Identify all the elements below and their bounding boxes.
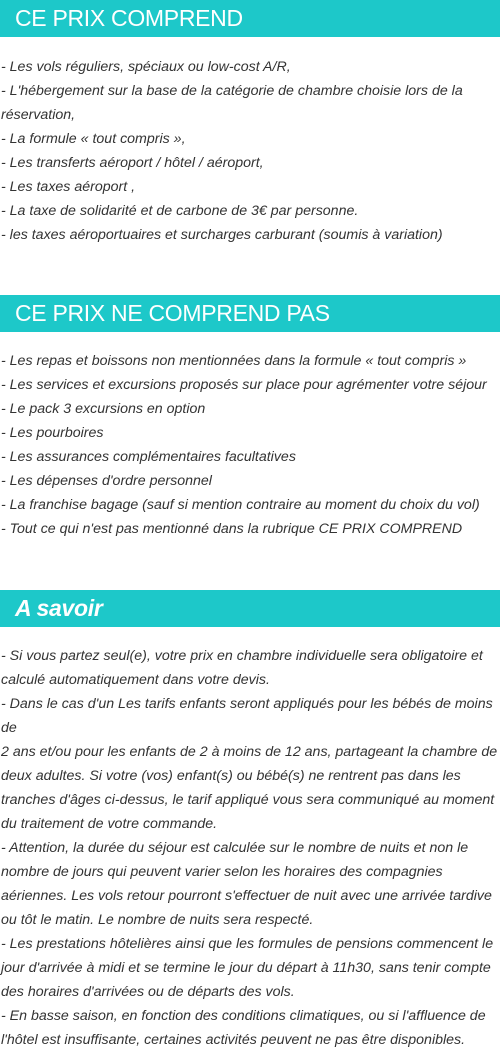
list-item: - Les taxes aéroport , — [1, 179, 136, 195]
list-item: - La formule « tout compris », — [1, 131, 186, 147]
list-item: - Les vols réguliers, spéciaux ou low-cost A/R, — [1, 59, 291, 75]
info-text — [0, 644, 500, 1052]
section-included — [0, 0, 500, 247]
info-line: deux adultes. Si votre (vos) enfant(s) ou bébé(s) ne rentrent pas dans les — [1, 768, 461, 784]
list-item: - Les services et excursions proposés sur place pour agrémenter votre séjour — [1, 377, 487, 393]
info-line: - En basse saison, en fonction des conditions climatiques, ou si l'affluence de — [1, 1008, 486, 1024]
section-title-excluded: CE PRIX NE COMPREND PAS — [0, 295, 500, 332]
list-item: - Les transferts aéroport / hôtel / aéroport, — [1, 155, 264, 171]
info-line: tranches d'âges ci-dessus, le tarif appliqué vous sera communiqué au moment — [1, 792, 495, 808]
list-item: - La taxe de solidarité et de carbone de 3€ par personne. — [1, 203, 359, 219]
info-line: - Dans le cas d'un Les tarifs enfants seront appliqués pour les bébés de moins de — [1, 696, 493, 736]
list-item: - Les pourboires — [1, 425, 104, 441]
list-item: - Les dépenses d'ordre personnel — [1, 473, 212, 489]
list-item: - Les assurances complémentaires facultatives — [1, 449, 296, 465]
section-title-included: CE PRIX COMPREND — [0, 0, 500, 37]
section-excluded — [0, 295, 500, 541]
info-line: nombre de jours qui peuvent varier selon les horaires des compagnies — [1, 864, 443, 880]
info-line: ou tôt le matin. Le nombre de nuits sera respecté. — [1, 912, 314, 928]
info-line: - Attention, la durée du séjour est calculée sur le nombre de nuits et non le — [1, 840, 469, 856]
excluded-list — [0, 349, 500, 541]
info-line: jour d'arrivée à midi et se termine le jour du départ à 11h30, sans tenir compte — [1, 960, 491, 976]
info-line: du traitement de votre commande. — [1, 816, 218, 832]
section-title-info: A savoir — [0, 590, 500, 627]
info-line: des horaires d'arrivées ou de départs des vols. — [1, 984, 295, 1000]
list-item: - les taxes aéroportuaires et surcharges carburant (soumis à variation) — [1, 227, 443, 243]
included-list — [0, 55, 500, 247]
info-line: l'hôtel est insuffisante, certaines activités peuvent ne pas être disponibles. — [1, 1032, 466, 1048]
list-item: - L'hébergement sur la base de la catégorie de chambre choisie lors de la — [1, 83, 463, 99]
list-item: réservation, — [1, 107, 76, 123]
list-item: - La franchise bagage (sauf si mention contraire au moment du choix du vol) — [1, 497, 480, 513]
info-line: aériennes. Les vols retour pourront s'effectuer de nuit avec une arrivée tardive — [1, 888, 492, 904]
info-line: - Les prestations hôtelières ainsi que les formules de pensions commencent le — [1, 936, 494, 952]
list-item: - Tout ce qui n'est pas mentionné dans la rubrique CE PRIX COMPREND — [1, 521, 463, 537]
info-line: calculé automatiquement dans votre devis. — [1, 672, 270, 688]
info-line: 2 ans et/ou pour les enfants de 2 à moins de 12 ans, partageant la chambre de — [1, 744, 498, 760]
info-line: - Si vous partez seul(e), votre prix en chambre individuelle sera obligatoire et — [1, 648, 483, 664]
list-item: - Les repas et boissons non mentionnées dans la formule « tout compris » — [1, 353, 467, 369]
list-item: - Le pack 3 excursions en option — [1, 401, 206, 417]
section-info — [0, 590, 500, 1052]
